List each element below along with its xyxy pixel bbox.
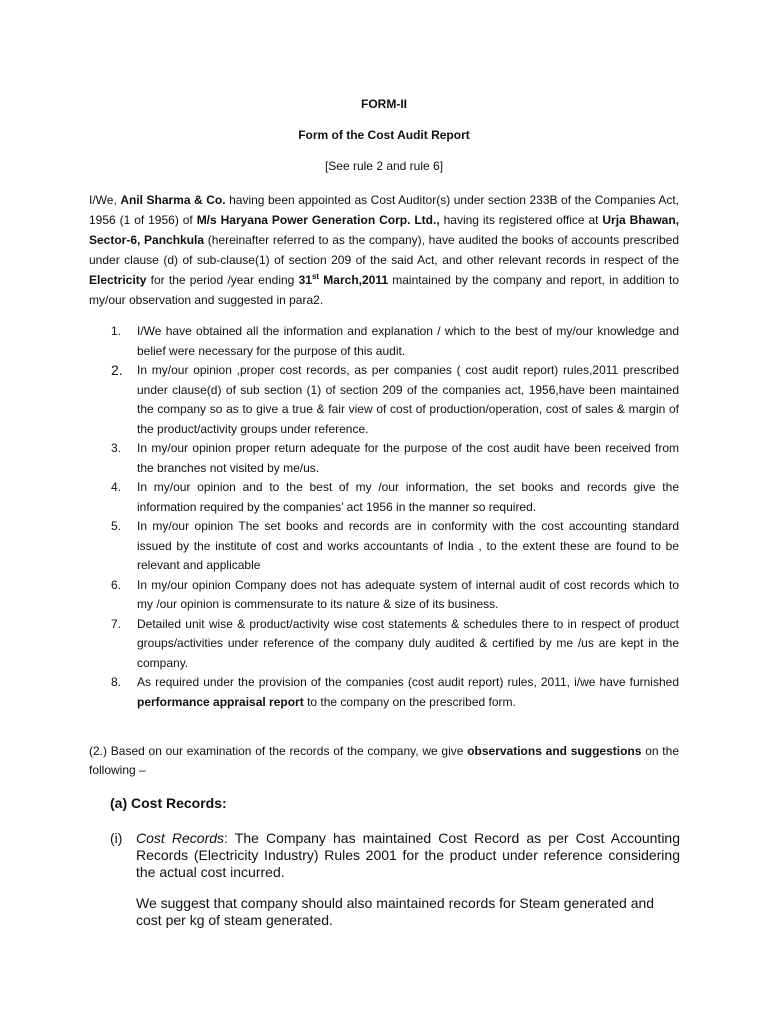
intro-text: having its registered office at — [439, 213, 603, 227]
list-item — [89, 361, 679, 439]
observations-intro — [89, 742, 679, 780]
item-term: Cost Records — [136, 830, 225, 846]
list-text: In my/our opinion and to the best of my /our information, the set books and records give the information required by the companies’ act 1956 in the manner so required. — [137, 480, 679, 514]
para-text-bold: observations and suggestions — [467, 744, 642, 758]
item-label: (i) — [110, 830, 123, 846]
list-item — [89, 478, 679, 517]
list-item — [89, 615, 679, 674]
list-text: Detailed unit wise & product/activity wise cost statements & schedules there to in respect of product groups/activities under reference of the company duly audited & certified by me /us are kept in the company. — [137, 616, 679, 670]
list-text-bold: performance appraisal report — [137, 694, 304, 709]
list-item — [89, 322, 679, 361]
intro-text: I/We, — [89, 193, 121, 207]
list-text: to the company on the prescribed form. — [303, 694, 516, 709]
list-number: 4. — [111, 480, 122, 494]
date-day: 31 — [298, 273, 312, 287]
rule-reference: [See rule 2 and rule 6] — [324, 159, 444, 173]
auditor-name: Anil Sharma & Co. — [120, 193, 226, 207]
company-name: M/s Haryana Power Generation Corp. Ltd., — [196, 213, 440, 227]
item-body: : The Company has maintained Cost Record as per Cost Accounting Records (Electricity Industry) Rules 2001 for the product under reference considering the actual cost incurred. — [136, 830, 681, 880]
list-text: As required under the provision of the companies (cost audit report) rules, 2011, i/we have furnished — [137, 675, 679, 689]
list-text: In my/our opinion Company does not has adequate system of internal audit of cost records which to my /our opinion is commensurate to its nature & size of its business. — [137, 577, 679, 611]
date-month-year: March,2011 — [319, 273, 389, 287]
intro-text: maintained by the company and report, in addition to my/our observation and suggested in para2. — [89, 273, 680, 307]
para-text: (2.) Based on our examination of the records of the company, we give — [89, 744, 468, 758]
form-title: Form of the Cost Audit Report — [298, 128, 470, 142]
list-number: 6. — [111, 577, 122, 592]
audit-statements-list — [89, 322, 679, 712]
intro-text: (hereinafter referred to as the company), have audited the books of accounts prescribed under clause (d) of sub-clause(1) of section 209 of the said Act, and other relevant records in respect of the — [89, 233, 679, 267]
list-number: 2. — [111, 362, 123, 378]
list-number: 8. — [111, 675, 122, 689]
product-name: Electricity — [89, 273, 147, 287]
list-item — [89, 517, 679, 576]
intro-text: having been appointed as Cost Auditor(s) under section 233B of the Companies Act, 1956 (1 of 1956) of — [89, 193, 680, 227]
office-address: Urja Bhawan, Sector-6, Panchkula — [89, 213, 679, 247]
list-item — [89, 673, 679, 712]
list-item — [89, 439, 679, 478]
list-item — [89, 576, 679, 615]
list-number: 7. — [111, 616, 122, 631]
list-text: I/We have obtained all the information and explanation / which to the best of my/our knowledge and belief were necessary for the purpose of this audit. — [137, 324, 679, 358]
date-suffix: st — [311, 272, 320, 281]
form-number: FORM-II — [361, 97, 407, 111]
suggestion-paragraph: We suggest that company should also maintained records for Steam generated and cost per kg of steam generated. — [136, 895, 655, 928]
intro-paragraph — [89, 190, 679, 310]
intro-text: for the period /year ending — [146, 273, 299, 287]
section-heading-cost-records: (a) Cost Records: — [110, 795, 227, 811]
item-text — [136, 830, 680, 881]
list-number: 1. — [111, 324, 122, 338]
cost-records-item — [110, 830, 680, 881]
list-number: 3. — [111, 441, 122, 455]
list-text: In my/our opinion The set books and records are in conformity with the cost accounting standard issued by the institute of cost and works accountants of India , to the extent these are found to be relevant and applicable — [137, 519, 679, 572]
para-text: on the following – — [89, 744, 679, 777]
list-text: In my/our opinion ,proper cost records, as per companies ( cost audit report) rules,2011 prescribed under clause(d) of sub section (1) of section 209 of the companies act, 1956,have been maintained the company so as to give a true & fair view of cost of production/operation, cost of sales & margin of the product/activity groups under reference. — [137, 363, 679, 436]
list-number: 5. — [111, 519, 122, 533]
period-end-date — [299, 273, 388, 287]
list-text: In my/our opinion proper return adequate for the purpose of the cost audit have been received from the branches not visited by me/us. — [137, 441, 679, 475]
